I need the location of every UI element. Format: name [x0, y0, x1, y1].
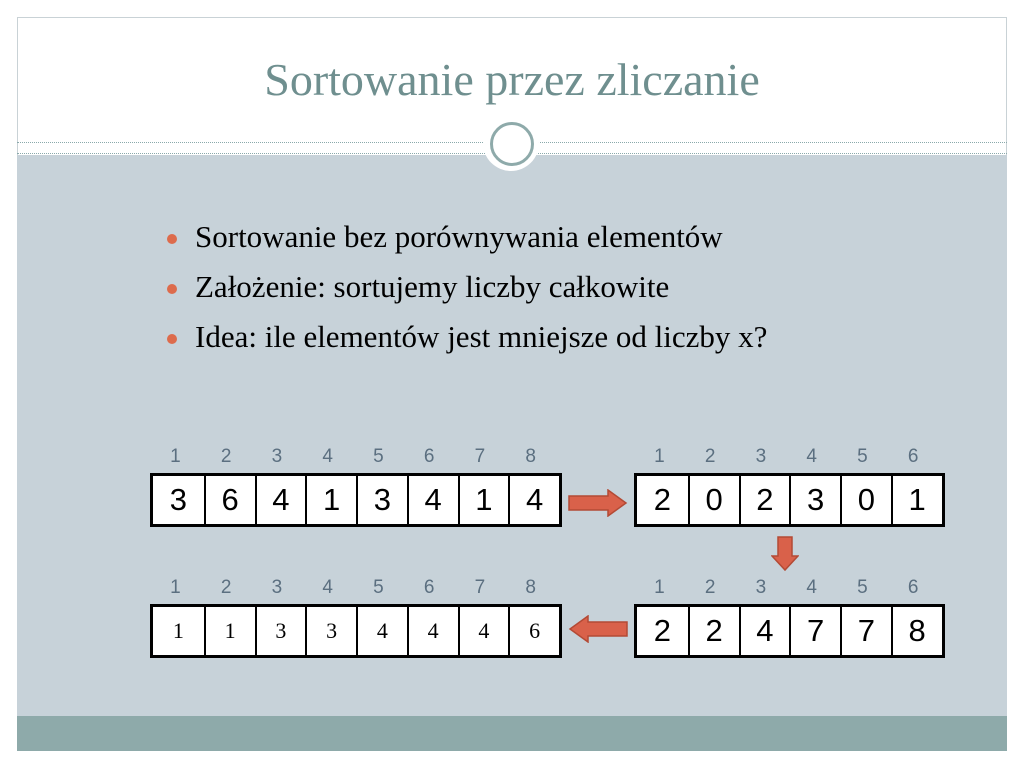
index-label: 4 [322, 446, 333, 467]
index-label: 4 [322, 577, 333, 598]
array-cell: 7 [789, 607, 840, 655]
input-array-cells [150, 473, 562, 527]
array-cell: 4 [255, 476, 306, 524]
arrow-down-icon [771, 536, 799, 572]
array-cell: 2 [653, 482, 671, 517]
bullet-item: Założenie: sortujemy liczby całkowite [165, 262, 925, 312]
index-label: 7 [474, 577, 486, 598]
array-cell: 6 [204, 476, 255, 524]
index-label: 6 [907, 446, 919, 467]
array-cell: 1 [204, 607, 255, 655]
array-cell: 3 [255, 607, 306, 655]
index-label: 6 [423, 446, 435, 467]
cumulative-array [634, 577, 945, 658]
title-ornament-ring [490, 122, 534, 166]
array-cell: 6 [508, 607, 559, 655]
index-label: 5 [857, 577, 868, 598]
index-label: 3 [755, 577, 767, 598]
output-array [150, 577, 562, 658]
output-array-indices [150, 577, 562, 599]
cumulative-array-cells [634, 604, 945, 658]
array-cell: 7 [840, 607, 891, 655]
counts-array [634, 446, 945, 527]
index-label: 1 [654, 446, 665, 467]
index-label: 6 [907, 577, 919, 598]
input-array [150, 446, 562, 527]
cumulative-array-indices [634, 577, 945, 599]
input-array-indices [150, 446, 562, 468]
array-cell: 3 [169, 482, 187, 517]
index-label: 3 [271, 577, 283, 598]
array-cell: 3 [356, 476, 407, 524]
bullet-item: Idea: ile elementów jest mniejsze od liczby x? [165, 312, 925, 362]
array-cell: 0 [840, 476, 891, 524]
index-label: 8 [525, 446, 536, 467]
bullet-list [165, 212, 925, 362]
array-cell: 0 [688, 476, 739, 524]
index-label: 1 [654, 577, 665, 598]
array-cell: 1 [458, 476, 509, 524]
index-label: 2 [704, 446, 716, 467]
array-cell: 2 [739, 476, 790, 524]
array-cell: 4 [356, 607, 407, 655]
array-cell: 1 [172, 618, 184, 643]
index-label: 8 [525, 577, 536, 598]
index-label: 5 [373, 577, 384, 598]
arrow-right-icon [568, 489, 628, 517]
array-cell: 4 [508, 476, 559, 524]
index-label: 2 [220, 577, 232, 598]
index-label: 2 [220, 446, 232, 467]
array-cell: 4 [458, 607, 509, 655]
array-cell: 2 [653, 613, 671, 648]
index-label: 4 [806, 446, 817, 467]
array-cell: 8 [891, 607, 942, 655]
index-label: 1 [170, 577, 181, 598]
index-label: 5 [857, 446, 868, 467]
index-label: 7 [474, 446, 486, 467]
array-cell: 3 [305, 607, 356, 655]
bullet-item: Sortowanie bez porównywania elementów [165, 212, 925, 262]
array-cell: 4 [739, 607, 790, 655]
index-label: 4 [806, 577, 817, 598]
counts-array-cells [634, 473, 945, 527]
footer-band [17, 716, 1007, 751]
index-label: 2 [704, 577, 716, 598]
array-cell: 1 [891, 476, 942, 524]
array-cell: 2 [688, 607, 739, 655]
index-label: 1 [170, 446, 181, 467]
array-cell: 1 [305, 476, 356, 524]
counts-array-indices [634, 446, 945, 468]
array-cell: 4 [407, 476, 458, 524]
index-label: 3 [271, 446, 283, 467]
index-label: 5 [373, 446, 384, 467]
index-label: 6 [423, 577, 435, 598]
slide-title: Sortowanie przez zliczanie [264, 54, 760, 105]
array-cell: 4 [407, 607, 458, 655]
array-cell: 3 [789, 476, 840, 524]
arrow-left-icon [568, 615, 628, 643]
index-label: 3 [755, 446, 767, 467]
output-array-cells [150, 604, 562, 658]
